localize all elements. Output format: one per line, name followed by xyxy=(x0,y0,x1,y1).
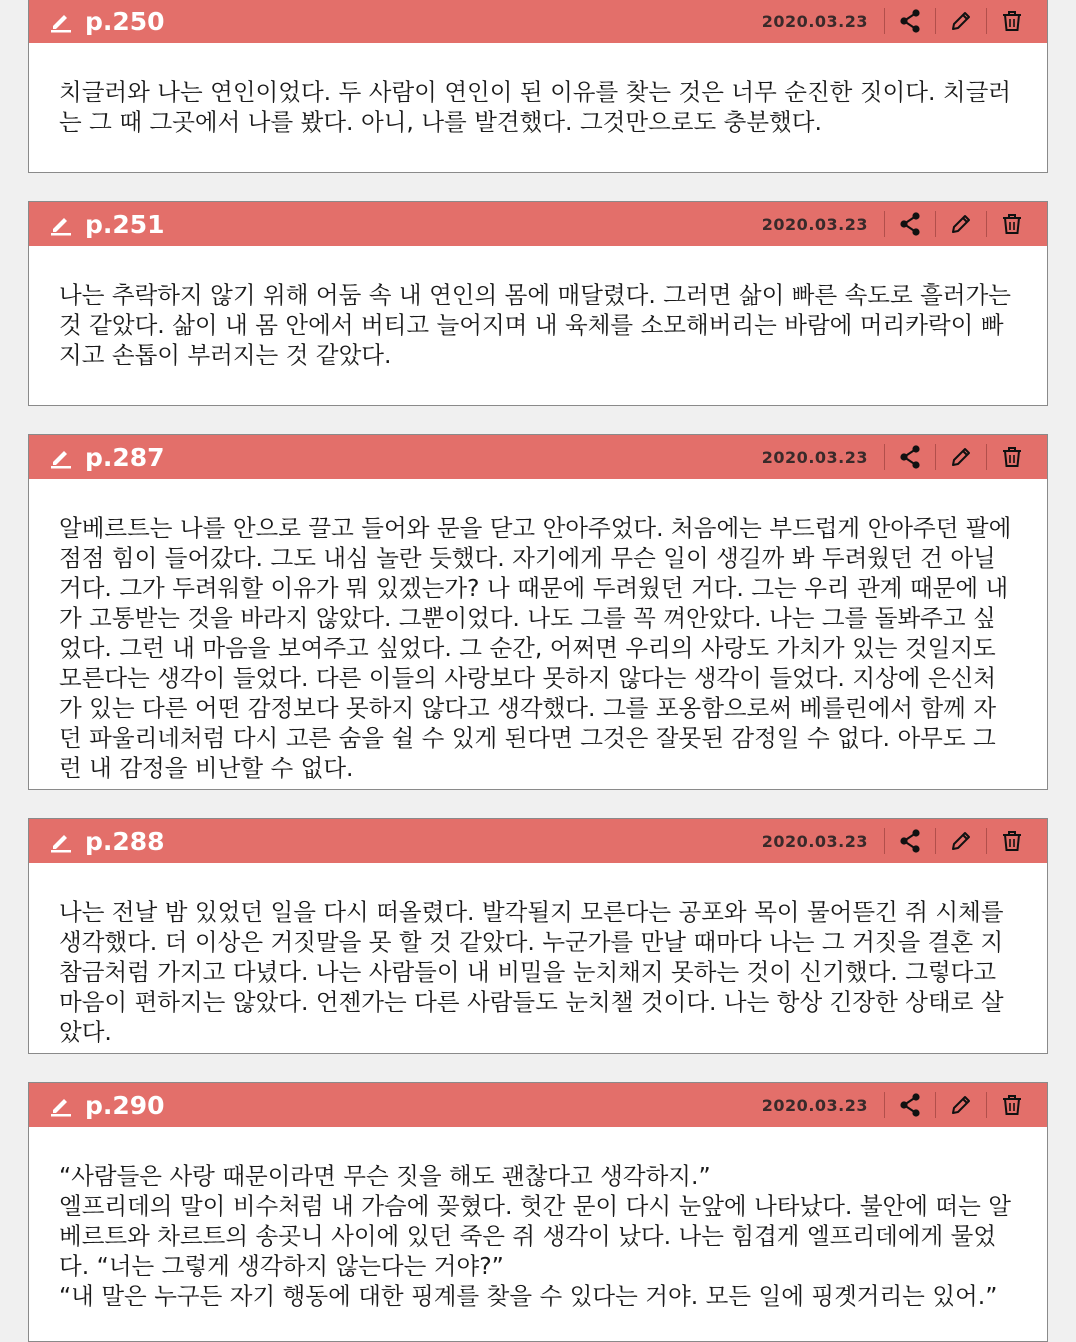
share-icon xyxy=(897,211,923,237)
divider xyxy=(884,8,885,34)
pencil-icon xyxy=(949,829,973,853)
note-text: 나는 전날 밤 있었던 일을 다시 떠올렸다. 발각될지 모른다는 공포와 목이 물어뜯긴 쥐 시체를 생각했다. 더 이상은 거짓말을 못 할 것 같았다. 누군가를 만날 때마다 나는 그 거짓을 결혼 지참금처럼 가지고 다녔다. 나는 사람들이 내 비밀을 눈치채지 못하는 것이 신기했다. 그렇다고 마음이 편하지는 않았다. 언젠가는 다른 사람들도 눈치챌 것이다. 나는 항상 긴장한 상태로 살았다. xyxy=(59,898,1004,1046)
share-button[interactable] xyxy=(887,435,933,479)
note-card xyxy=(28,1082,1048,1342)
divider xyxy=(935,8,936,34)
divider xyxy=(884,211,885,237)
divider xyxy=(986,828,987,854)
share-icon xyxy=(897,1092,923,1118)
edit-button[interactable] xyxy=(938,1083,984,1127)
pencil-underline-icon xyxy=(49,445,73,469)
delete-button[interactable] xyxy=(989,0,1035,43)
page-number: p.288 xyxy=(85,826,165,856)
note-date: 2020.03.23 xyxy=(761,831,868,851)
share-button[interactable] xyxy=(887,1083,933,1127)
divider xyxy=(986,8,987,34)
trash-icon xyxy=(1000,9,1024,33)
divider xyxy=(986,211,987,237)
share-icon xyxy=(897,8,923,34)
divider xyxy=(935,211,936,237)
pencil-icon xyxy=(949,212,973,236)
trash-icon xyxy=(1000,212,1024,236)
divider xyxy=(884,1092,885,1118)
edit-button[interactable] xyxy=(938,819,984,863)
page-number: p.251 xyxy=(85,209,165,239)
delete-button[interactable] xyxy=(989,1083,1035,1127)
divider xyxy=(884,444,885,470)
divider xyxy=(986,444,987,470)
trash-icon xyxy=(1000,829,1024,853)
trash-icon xyxy=(1000,1093,1024,1117)
note-card xyxy=(28,818,1048,1054)
note-header xyxy=(29,1083,1047,1127)
trash-icon xyxy=(1000,445,1024,469)
delete-button[interactable] xyxy=(989,435,1035,479)
pencil-icon xyxy=(949,445,973,469)
note-date: 2020.03.23 xyxy=(761,11,868,31)
edit-button[interactable] xyxy=(938,0,984,43)
delete-button[interactable] xyxy=(989,819,1035,863)
note-text: 알베르트는 나를 안으로 끌고 들어와 문을 닫고 안아주었다. 처음에는 부드럽게 안아주던 팔에 점점 힘이 들어갔다. 그도 내심 놀란 듯했다. 자기에게 무슨 일이 생길까 봐 두려웠던 건 아닐 거다. 그가 두려워할 이유가 뭐 있겠는가? 나 때문에 두려웠던 거다. 그는 우리 관계 때문에 내가 고통받는 것을 바라지 않았다. 그뿐이었다. 나도 그를 꼭 껴안았다. 나는 그를 돌봐주고 싶었다. 그런 내 마음을 보여주고 싶었다. 그 순간, 어쩌면 우리의 사랑도 가치가 있는 것일지도 모른다는 생각이 들었다. 다른 이들의 사랑보다 못하지 않다는 생각이 들었다. 지상에 은신처가 있는 다른 어떤 감정보다 못하지 않다고 생각했다. 그를 포옹함으로써 베를린에서 함께 자던 파울리네처럼 다시 고른 숨을 쉴 수 있게 된다면 그것은 잘못된 감정일 수 없다. 아무도 그런 내 감정을 비난할 수 없다. xyxy=(59,514,1012,782)
divider xyxy=(884,828,885,854)
pencil-icon xyxy=(949,9,973,33)
divider xyxy=(986,1092,987,1118)
note-text: 나는 추락하지 않기 위해 어둠 속 내 연인의 몸에 매달렸다. 그러면 삶이 빠른 속도로 흘러가는 것 같았다. 삶이 내 몸 안에서 버티고 늘어지며 내 육체를 소모해버리는 바람에 머리카락이 빠지고 손톱이 부러지는 것 같았다. xyxy=(59,281,1011,369)
note-card xyxy=(28,201,1048,406)
share-icon xyxy=(897,444,923,470)
pencil-icon xyxy=(949,1093,973,1117)
share-button[interactable] xyxy=(887,0,933,43)
pencil-underline-icon xyxy=(49,1093,73,1117)
note-date: 2020.03.23 xyxy=(761,214,868,234)
divider xyxy=(935,828,936,854)
share-button[interactable] xyxy=(887,202,933,246)
note-header xyxy=(29,819,1047,863)
note-text: “사람들은 사랑 때문이라면 무슨 짓을 해도 괜찮다고 생각하지.” 엘프리데의 말이 비수처럼 내 가슴에 꽂혔다. 헛간 문이 다시 눈앞에 나타났다. 불안에 떠는 알베르트와 차르트의 송곳니 사이에 있던 죽은 쥐 생각이 났다. 나는 힘겹게 엘프리데에게 물었다. “너는 그렇게 생각하지 않는다는 거야?” “내 말은 누구든 자기 행동에 대한 핑계를 찾을 수 있다는 거야. 모든 일에 핑곗거리는 있어.” xyxy=(59,1162,1011,1310)
delete-button[interactable] xyxy=(989,202,1035,246)
page-number: p.287 xyxy=(85,442,165,472)
pencil-underline-icon xyxy=(49,829,73,853)
note-header xyxy=(29,202,1047,246)
divider xyxy=(935,444,936,470)
share-button[interactable] xyxy=(887,819,933,863)
page-number: p.250 xyxy=(85,6,165,36)
note-date: 2020.03.23 xyxy=(761,1095,868,1115)
note-card xyxy=(28,434,1048,790)
pencil-underline-icon xyxy=(49,212,73,236)
share-icon xyxy=(897,828,923,854)
page-number: p.290 xyxy=(85,1090,165,1120)
note-header xyxy=(29,435,1047,479)
note-card xyxy=(28,0,1048,173)
edit-button[interactable] xyxy=(938,202,984,246)
divider xyxy=(935,1092,936,1118)
note-date: 2020.03.23 xyxy=(761,447,868,467)
note-text: 치글러와 나는 연인이었다. 두 사람이 연인이 된 이유를 찾는 것은 너무 순진한 짓이다. 치글러는 그 때 그곳에서 나를 봤다. 아니, 나를 발견했다. 그것만으로도 충분했다. xyxy=(59,78,1011,136)
edit-button[interactable] xyxy=(938,435,984,479)
note-header xyxy=(29,0,1047,43)
pencil-underline-icon xyxy=(49,9,73,33)
